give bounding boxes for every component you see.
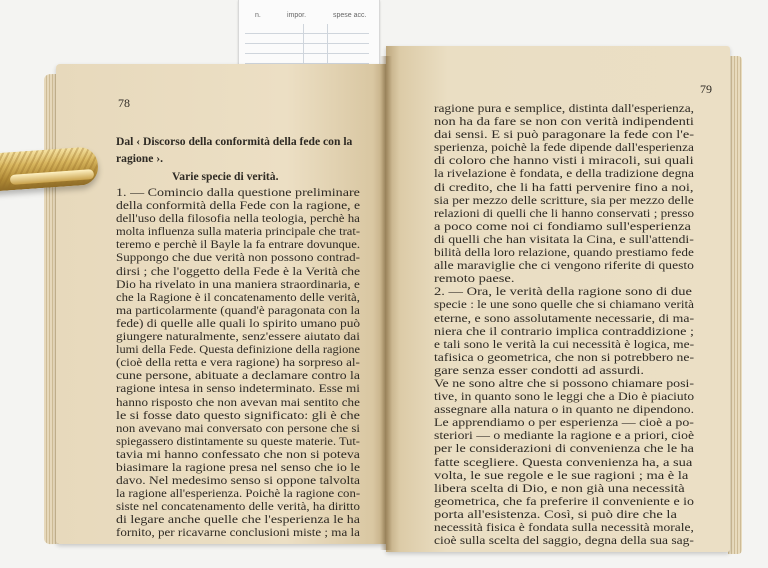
text-line: porta all'esistenza. Così, si può dire che la xyxy=(434,507,677,521)
text-line: di coloro che hanno visti i miracoli, sui quali xyxy=(434,154,694,168)
text-line: gare senza esser condotti ad assurdi. xyxy=(434,363,645,377)
text-line: eterne, e sono assolutamente necessarie, di ma- xyxy=(434,311,695,325)
text-line: la rivelazione è fondata, e della tradizione degna xyxy=(434,167,694,181)
text-line: assegnare alla natura o in quanto ne dipendono. xyxy=(434,403,695,417)
text-line: libera scelta di Dio, e non già una necessità xyxy=(434,481,685,495)
text-line: per le considerazioni di convenienza che le ha xyxy=(434,442,694,456)
text-line: steriori — o mediante la ragione e a priori, cioè xyxy=(434,429,695,443)
text-line: alle maraviglie che ci vengono riferite di questo xyxy=(434,259,694,273)
text-line: dell'uso della filosofia nella teologia, perchè ha xyxy=(116,212,360,226)
text-line: biasimare la ragione presa nel senso che io le xyxy=(116,460,360,474)
text-line: molta influenza sulla materia principale che trat- xyxy=(116,225,361,239)
text-line: le si fosse dato questo significato: gli è che xyxy=(116,408,360,422)
text-line: di quelli che han visitata la Cina, e sull'attendi- xyxy=(434,232,694,246)
text-line: cioè sulla scelta del saggio, degna della sua sag- xyxy=(434,534,694,548)
left-page-heading: Dal ‹ Discorso della conformità della fede con la ragione ›. xyxy=(116,135,353,165)
text-line: sia per mezzo delle scritture, sia per mezzo delle xyxy=(434,193,694,207)
right-page-number: 79 xyxy=(700,82,712,96)
text-line: Dio ha rivelato in una maniera straordinaria, e xyxy=(116,277,360,291)
text-line: che la Ragione è il concatenamento delle verità, xyxy=(116,290,360,304)
text-line: giungere naturalmente, senz'essere aiutato dai xyxy=(116,330,360,344)
text-line: fatte scegliere. Questa convenienza ha, a sua xyxy=(434,455,693,469)
text-line: ma particolarmente (quand'è paragonata con la xyxy=(116,303,360,317)
left-page-number: 78 xyxy=(118,96,130,110)
text-line: cune persone, abituate a declamare contro la xyxy=(116,369,360,383)
text-line: 1. — Comincio dalla questione preliminare xyxy=(116,186,360,199)
text-line: Suppongo che due verità non possono contrad- xyxy=(116,251,361,265)
text-line: lumi della Fede. Questa definizione della ragione xyxy=(116,343,361,357)
text-line: dirsi ; che l'oggetto della Fede è la Verità che xyxy=(116,264,361,278)
text-line: 2. — Ora, le verità della ragione sono di due xyxy=(434,285,692,299)
text-line: dai sensi. E si può paragonare la fede con l'e- xyxy=(434,128,695,142)
text-line: necessità fisica è fondata sulla necessità morale, xyxy=(434,521,694,534)
text-line: relazioni di quelli che li hanno conservati ; presso xyxy=(434,206,695,220)
text-line: volta, le sue regole e le sue ragioni ; ma è la xyxy=(434,468,689,482)
text-line: ragione intesa in senso indeterminato. Esse mi xyxy=(116,382,360,396)
text-line: teremo e perchè il Bayle la fa entrare dovunque. xyxy=(116,238,361,252)
text-line: (cioè della retta e vera ragione) ha sorpreso al- xyxy=(116,356,360,370)
text-line: della conformità della Fede con la ragione, e xyxy=(116,199,361,213)
text-line: niera che il contrario implica contraddizione ; xyxy=(434,324,694,338)
text-line: di credito, che li ha fatti pervenire fino a noi, xyxy=(434,180,694,194)
text-line: tavia mi hanno confessato che non si poteva xyxy=(116,447,360,461)
text-line: remoto paese. xyxy=(434,272,515,286)
text-line: fede) di quelle alle quali lo spirito umano può xyxy=(116,316,361,330)
text-line: fornito, per ricavarne conclusioni miste ; ma la xyxy=(116,526,360,540)
text-line: sperienza, poichè la fede dipende dall'esperienza xyxy=(434,141,694,155)
text-line: specie : le une sono quelle che si chiamano verità xyxy=(434,298,695,312)
text-line: spiegassero distintamente su queste materie. Tut- xyxy=(116,434,360,448)
text-line: e tali sono le verità la cui necessità è logica, me- xyxy=(434,337,695,351)
right-page-body xyxy=(434,102,694,547)
text-line: a poco come noi ci fondiamo sull'esperienza xyxy=(434,219,691,233)
text-line: ragione pura e semplice, distinta dall'esperienza, xyxy=(434,102,695,115)
text-line: non ha da fare se non con verità indipendenti xyxy=(434,115,694,129)
text-line: bilità della loro relazione, quando prestiamo fede xyxy=(434,246,694,260)
slip-column-n: n. xyxy=(255,12,261,19)
text-line: la ragione all'esperienza. Poichè la ragione con- xyxy=(116,487,361,501)
slip-column-spese: spese acc. xyxy=(333,12,367,19)
slip-column-impor: impor. xyxy=(287,12,307,19)
text-line: di legare anche quelle che l'esperienza le ha xyxy=(116,513,360,527)
text-line: non avevano mai conversato con persone che si xyxy=(116,421,360,435)
text-line: siste nel concatenamento delle verità, ha diritto xyxy=(116,500,360,514)
text-line: tive, in quanto sono le leggi che a Dio è piaciuto xyxy=(434,390,695,404)
left-page-subheading: Varie specie di verità. xyxy=(172,170,279,183)
text-line: Ve ne sono altre che si possono chiamare posi- xyxy=(434,376,695,390)
left-page-body xyxy=(116,186,360,540)
text-line: davo. Nel medesimo senso si oppone talvolta xyxy=(116,474,361,488)
text-line: geometrica, che fa preferire il conveniente e io xyxy=(434,494,694,508)
text-line: hanno risposto che non avevan mai sentito che xyxy=(116,395,360,409)
text-line: tafisica o geometrica, che non si potrebbero ne- xyxy=(434,350,695,364)
text-line: Le apprendiamo o per esperienza — cioè a po- xyxy=(434,416,694,430)
